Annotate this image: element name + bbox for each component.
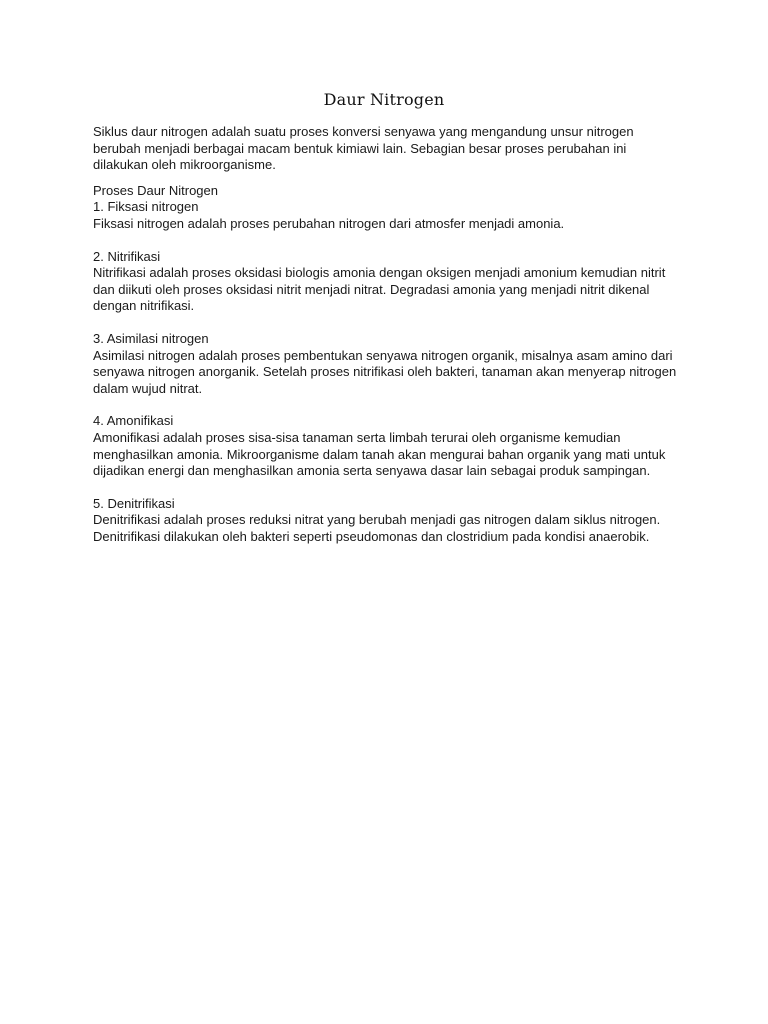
document-title: Daur Nitrogen <box>323 90 445 109</box>
section-amonifikasi <box>93 413 683 479</box>
section-body: Nitrifikasi adalah proses oksidasi biologis amonia dengan oksigen menjadi amonium kemudian nitrit dan diikuti oleh proses oksidasi nitrit menjadi nitrat. Degradasi amonia yang menjadi nitrit dikenal dengan nitrifikasi. <box>93 265 666 314</box>
section-fiksasi <box>93 199 683 232</box>
document-body <box>93 124 683 561</box>
section-title: 5. Denitrifikasi <box>93 495 175 511</box>
section-body: Asimilasi nitrogen adalah proses pembentukan senyawa nitrogen organik, misalnya asam amino dari senyawa nitrogen anorganik. Setelah proses nitrifikasi oleh bakteri, tanaman akan menyerap nitrogen dalam wujud nitrat. <box>93 347 677 396</box>
section-title: 3. Asimilasi nitrogen <box>93 330 209 346</box>
section-body: Fiksasi nitrogen adalah proses perubahan nitrogen dari atmosfer menjadi amonia. <box>93 215 565 231</box>
section-title: 2. Nitrifikasi <box>93 248 161 264</box>
section-denitrifikasi <box>93 496 683 546</box>
intro-paragraph: Siklus daur nitrogen adalah suatu proses konversi senyawa yang mengandung unsur nitrogen berubah menjadi berbagai macam bentuk kimiawi lain. Sebagian besar proses perubahan ini dilakukan oleh mikroorganisme. <box>93 124 634 173</box>
section-nitrifikasi <box>93 249 683 315</box>
process-heading: Proses Daur Nitrogen <box>93 182 218 198</box>
section-body: Denitrifikasi adalah proses reduksi nitrat yang berubah menjadi gas nitrogen dalam siklus nitrogen. Denitrifikasi dilakukan oleh bakteri seperti pseudomonas dan clostridium pada kondisi anaerobik. <box>93 512 661 544</box>
section-title: 4. Amonifikasi <box>93 413 174 429</box>
section-body: Amonifikasi adalah proses sisa-sisa tanaman serta limbah terurai oleh organisme kemudian menghasilkan amonia. Mikroorganisme dalam tanah akan mengurai bahan organik yang mati untuk dijadikan energi dan menghasilkan amonia serta senyawa dasar lain sebagai produk sampingan. <box>93 429 666 479</box>
section-asimilasi <box>93 331 683 397</box>
section-title: 1. Fiksasi nitrogen <box>93 199 199 215</box>
